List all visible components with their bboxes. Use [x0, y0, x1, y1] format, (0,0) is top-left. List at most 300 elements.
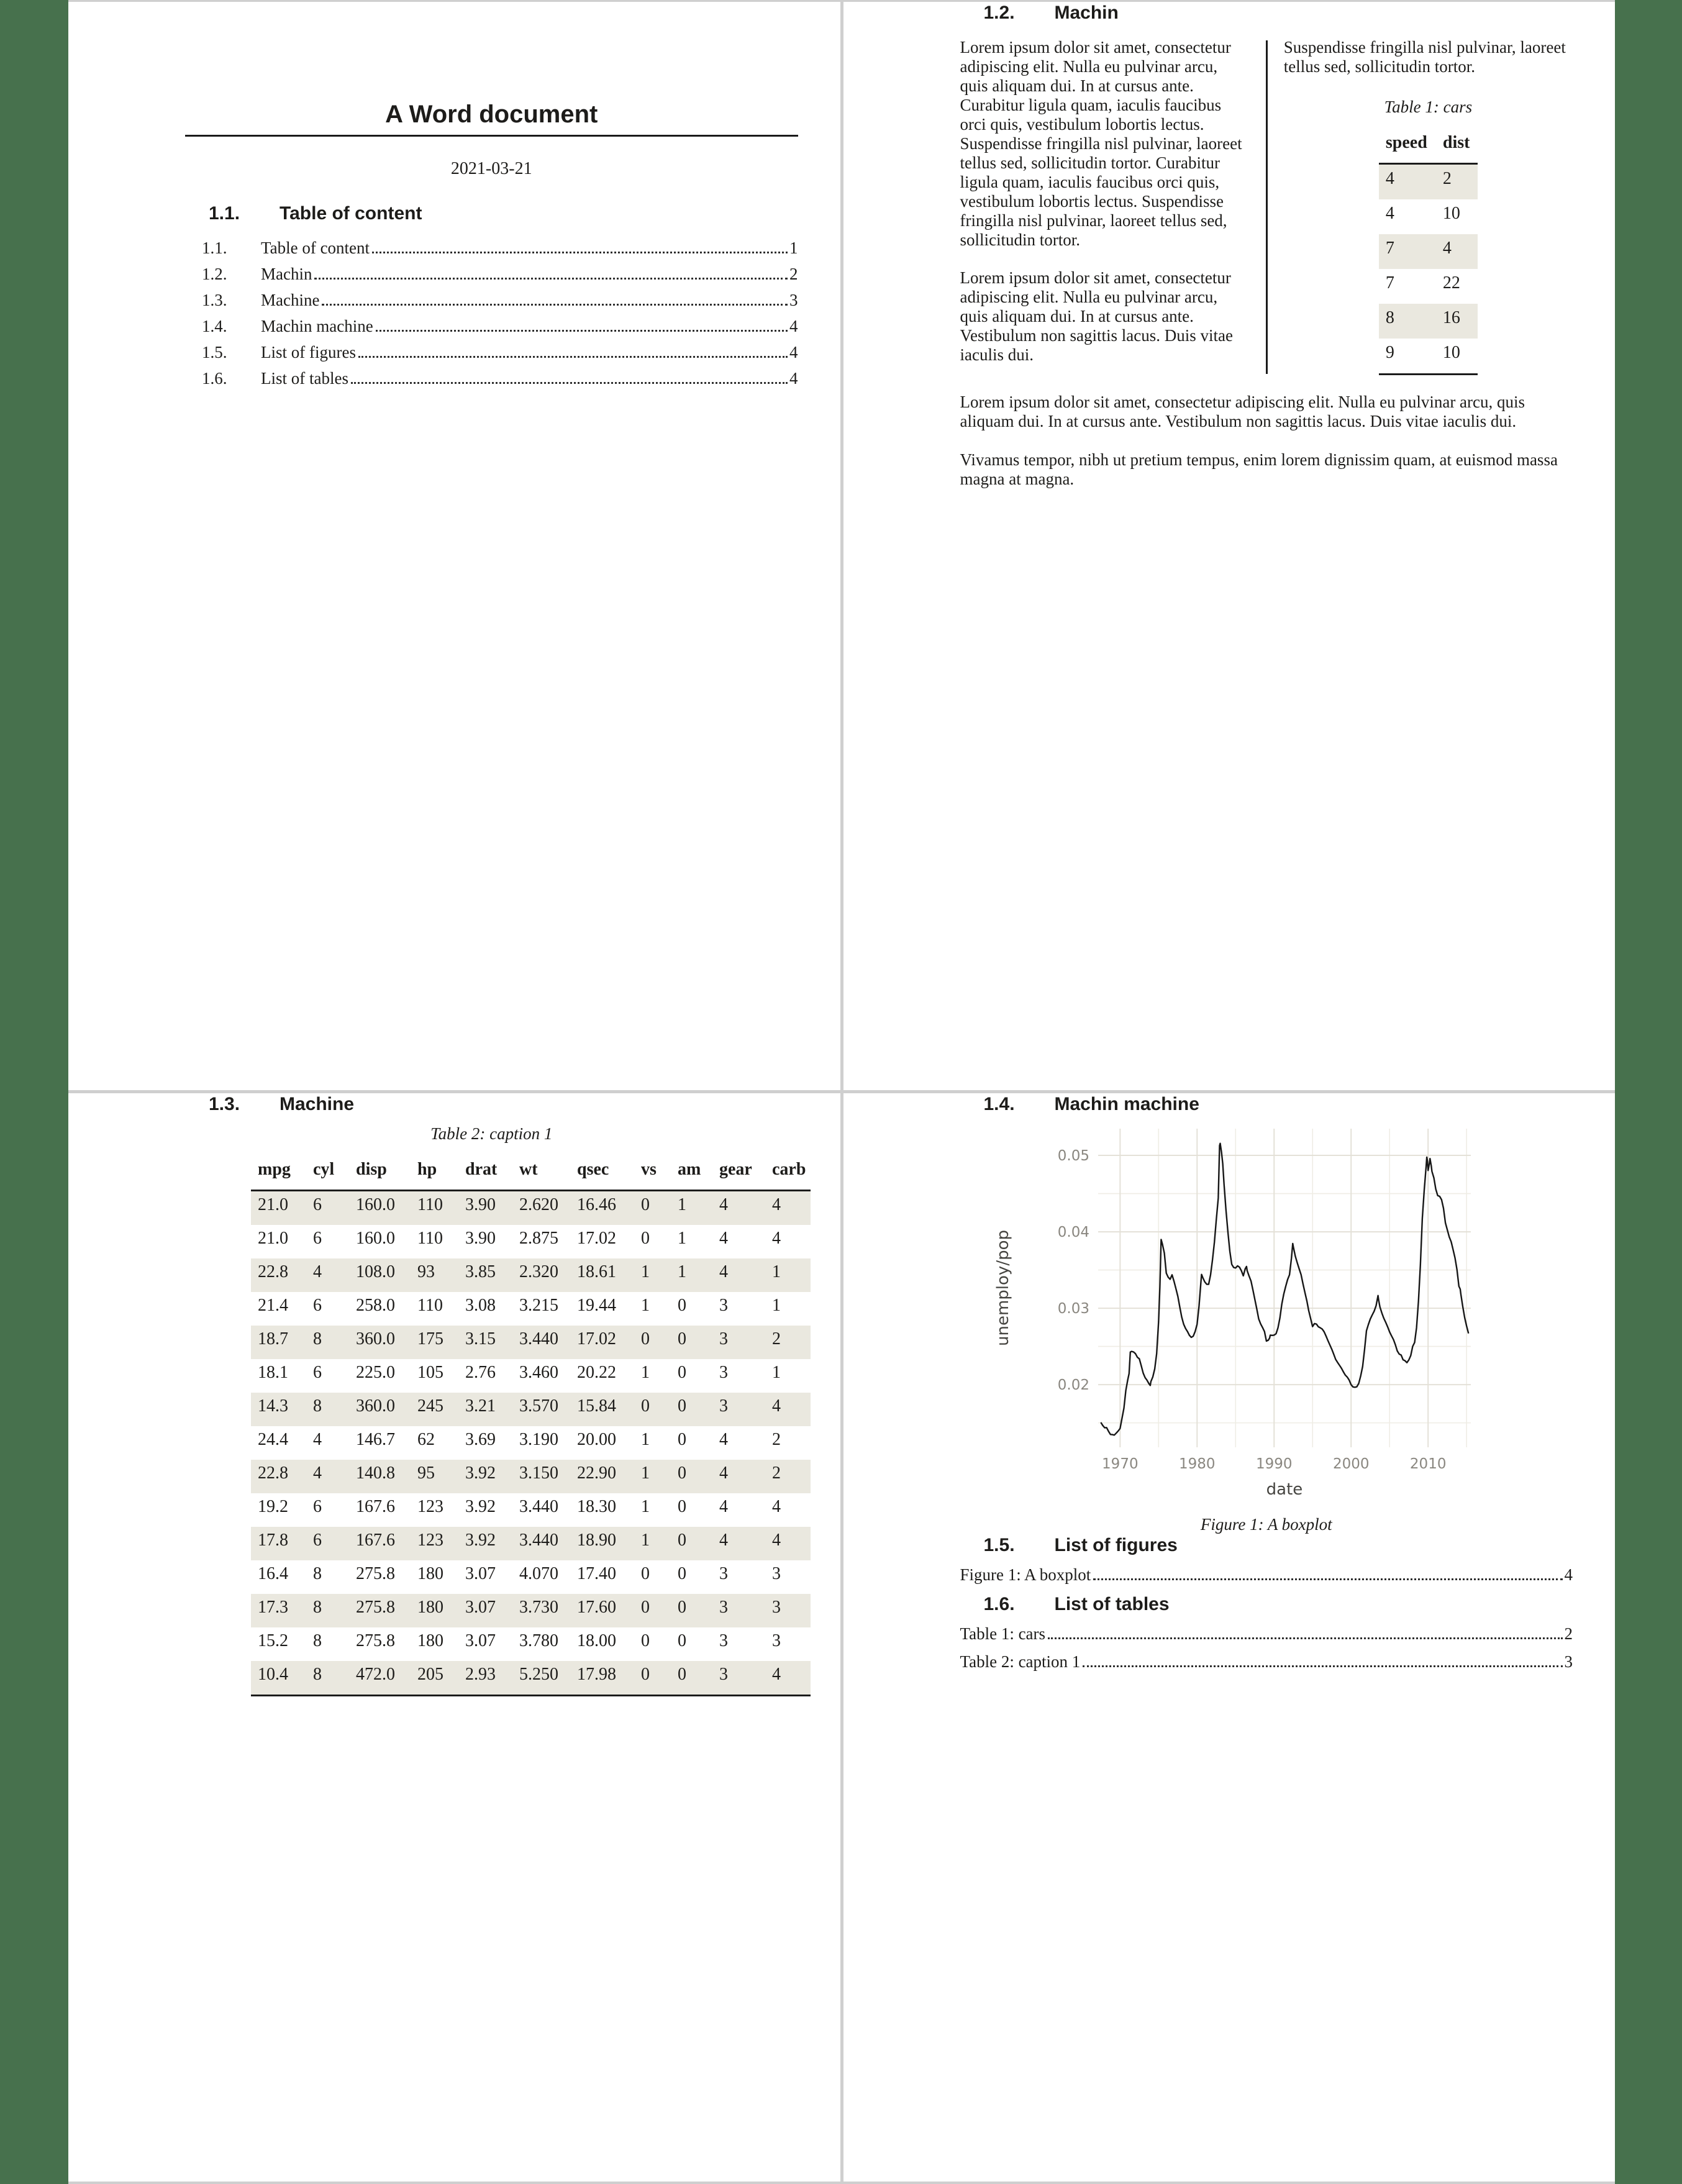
table-cell: 0: [641, 1229, 650, 1248]
toc-entry[interactable]: [185, 291, 798, 309]
column-header: hp: [411, 1156, 458, 1191]
table-cell: 21.0: [258, 1229, 288, 1248]
x-tick-label: 2000: [1332, 1456, 1370, 1472]
dot-leader: [351, 382, 788, 384]
toc-entry-page-number: 2: [1564, 1624, 1573, 1643]
table-cell: 275.8: [356, 1631, 395, 1650]
table-cell: 18.90: [570, 1527, 634, 1560]
y-tick-label: 0.03: [1057, 1301, 1089, 1317]
dot-leader: [372, 252, 788, 253]
table-cell: 7: [1385, 273, 1394, 293]
table-row: [1379, 234, 1478, 269]
toc-entry-label: Figure 1: A boxplot: [960, 1565, 1091, 1584]
heading-text: List of figures: [1054, 1535, 1178, 1555]
table-cell: 3: [765, 1594, 811, 1627]
table-cell: 3: [712, 1326, 765, 1359]
table-cell: 175: [411, 1326, 458, 1359]
table-cell: 3.440: [519, 1497, 558, 1516]
table-cell: 0: [678, 1296, 686, 1315]
column-header: cyl: [306, 1156, 349, 1191]
heading-toc: [185, 202, 798, 225]
table-cell: 4: [765, 1661, 811, 1696]
toc-entry-page-number: 4: [789, 317, 798, 335]
toc-entry-page-number: 4: [1564, 1565, 1573, 1584]
table-cell: 8: [306, 1661, 349, 1696]
pages-grid: [68, 2, 1615, 2182]
column-header: qsec: [570, 1156, 634, 1191]
table-cell: 110: [417, 1296, 443, 1315]
toc-entry[interactable]: [960, 1624, 1573, 1643]
toc-entry-page-number: 2: [789, 265, 798, 283]
table-cell: 1: [641, 1296, 650, 1315]
column-header: dist: [1436, 133, 1478, 164]
table-cell: 21.0: [251, 1191, 306, 1226]
column-header: am: [671, 1156, 712, 1191]
table-cell: 0: [671, 1661, 712, 1696]
column-header: disp: [349, 1156, 411, 1191]
paragraph: Suspendisse fringilla nisl pulvinar, laoreet tellus sed, sollicitudin tortor.: [1283, 38, 1566, 76]
heading-number: 1.3.: [209, 1094, 240, 1114]
table-cell: 6: [313, 1229, 322, 1248]
table-cell: 3: [719, 1363, 728, 1382]
table-cell: 5.250: [512, 1661, 570, 1696]
table-cell: 1: [671, 1258, 712, 1292]
table-cell: 1: [765, 1258, 811, 1292]
column-header: mpg: [251, 1156, 306, 1191]
table-header-row: [1379, 133, 1478, 164]
table-row: [251, 1225, 811, 1258]
table-row: [1379, 339, 1478, 375]
table-cell: 18.00: [577, 1631, 616, 1650]
table-cell: 180: [417, 1564, 443, 1583]
table-cell: 3.15: [458, 1326, 512, 1359]
table-cell: 105: [417, 1363, 443, 1382]
paragraph: Lorem ipsum dolor sit amet, consectetur adipiscing elit. Nulla eu pulvinar arcu, quis aliquam dui. In at cursus ante. Vestibulum non sagittis lacus. Duis vitae iaculis dui.: [960, 393, 1525, 430]
table-cell: 1: [772, 1363, 781, 1382]
heading-list-of-figures: [960, 1534, 1573, 1557]
table-cell: 18.30: [577, 1497, 616, 1516]
table-cell: 24.4: [258, 1430, 288, 1449]
table-cell: 2: [765, 1460, 811, 1493]
table-cell: 225.0: [356, 1363, 395, 1382]
table-cell: 258.0: [356, 1296, 395, 1315]
table-cell: 17.8: [251, 1527, 306, 1560]
table-cell: 19.2: [258, 1497, 288, 1516]
table-cell: 4: [1379, 164, 1436, 200]
table-cell: 3: [712, 1594, 765, 1627]
right-margin-strip: [1615, 0, 1682, 2184]
list-of-figures: [960, 1565, 1573, 1584]
table-cell: 0: [678, 1363, 686, 1382]
table-cell: 1: [678, 1229, 686, 1248]
table-cell: 360.0: [349, 1326, 411, 1359]
toc-entry-label: Machine: [261, 291, 320, 309]
table-cell: 22.8: [251, 1460, 306, 1493]
toc-entry[interactable]: [185, 265, 798, 283]
paragraph: Vivamus tempor, nibh ut pretium tempus, enim lorem dignissim quam, at euismod massa magna at magna.: [960, 450, 1558, 488]
toc-entry-page-number: 3: [1564, 1652, 1573, 1671]
table-caption: Table 1: cars: [1384, 98, 1473, 116]
table-cell: 160.0: [349, 1191, 411, 1226]
table-cell: 3.215: [519, 1296, 558, 1315]
heading-number: 1.2.: [983, 2, 1015, 23]
column-header: wt: [512, 1156, 570, 1191]
toc-entry-label: Machin machine: [261, 317, 373, 335]
table-cell: 4: [765, 1527, 811, 1560]
figure-caption: Figure 1: A boxplot: [1200, 1515, 1332, 1534]
table-cell: 3: [772, 1564, 781, 1583]
heading-machine: [185, 1093, 798, 1116]
table-cell: 1: [641, 1363, 650, 1382]
table-caption: Table 2: caption 1: [430, 1124, 553, 1143]
title-rule: [185, 135, 798, 137]
table-cell: 3.780: [519, 1631, 558, 1650]
table-cell: 17.60: [570, 1594, 634, 1627]
table-cell: 167.6: [349, 1527, 411, 1560]
table-cell: 3.730: [512, 1594, 570, 1627]
table-cell: 180: [417, 1631, 443, 1650]
table-cell: 22.8: [251, 1258, 306, 1292]
table-cell: 0: [634, 1191, 671, 1226]
toc-entry-label: Table of content: [261, 239, 370, 257]
table-cell: 3.92: [465, 1497, 496, 1516]
table-cell: 205: [411, 1661, 458, 1696]
table-cell: 22.90: [570, 1460, 634, 1493]
y-tick-label: 0.02: [1057, 1377, 1089, 1394]
x-tick-label: 2010: [1409, 1456, 1446, 1472]
table-cell: 3.21: [458, 1393, 512, 1426]
table-cell: 62: [417, 1430, 435, 1449]
table-cell: 0: [634, 1661, 671, 1696]
table-cell: 123: [411, 1527, 458, 1560]
table-cell: 4: [712, 1258, 765, 1292]
table-cell: 3.07: [465, 1631, 496, 1650]
table-cell: 16.46: [570, 1191, 634, 1226]
table-row: [251, 1326, 811, 1359]
table-cell: 8: [313, 1631, 322, 1650]
table-cell: 4: [712, 1191, 765, 1226]
table-cell: 0: [678, 1631, 686, 1650]
heading-text: Machin machine: [1054, 1094, 1199, 1114]
y-tick-label: 0.04: [1057, 1224, 1089, 1241]
table-row: [251, 1627, 811, 1661]
toc-entry-page-number: 4: [789, 369, 798, 388]
toc-entry-label: List of tables: [261, 369, 348, 388]
table-cell: 8: [1379, 304, 1436, 339]
table-cell: 0: [671, 1326, 712, 1359]
document-title: A Word document: [385, 101, 598, 128]
table-cell: 10: [1436, 339, 1478, 375]
x-tick-label: 1990: [1255, 1456, 1293, 1472]
table-cell: 3: [719, 1631, 728, 1650]
right-column: [1284, 38, 1573, 375]
table-row: [251, 1460, 811, 1493]
table-cell: 3.570: [512, 1393, 570, 1426]
table-cell: 140.8: [349, 1460, 411, 1493]
table-cell: 1: [634, 1460, 671, 1493]
table-cell: 17.98: [570, 1661, 634, 1696]
toc-entry-page-number: 3: [789, 291, 798, 309]
table-row: [251, 1527, 811, 1560]
dot-leader: [376, 330, 788, 332]
table-cell: 3.460: [519, 1363, 558, 1382]
table-cell: 16: [1436, 304, 1478, 339]
table-cell: 6: [306, 1191, 349, 1226]
table-cell: 3: [719, 1564, 728, 1583]
heading-machin: [960, 2, 1573, 24]
x-axis-title: date: [1266, 1480, 1302, 1499]
table-cell: 17.3: [251, 1594, 306, 1627]
toc-entry-label: List of figures: [261, 343, 356, 362]
left-column: [960, 38, 1249, 375]
heading-text: List of tables: [1054, 1594, 1170, 1614]
below-columns: [960, 393, 1573, 489]
heading-number: 1.5.: [983, 1535, 1015, 1555]
table-row: [251, 1393, 811, 1426]
table-cell: 0: [671, 1527, 712, 1560]
table-cell: 0: [641, 1564, 650, 1583]
table-cell: 4: [306, 1460, 349, 1493]
toc-entry[interactable]: [960, 1565, 1573, 1584]
dot-leader: [322, 304, 788, 306]
column-header: speed: [1379, 133, 1436, 164]
table-cell: 15.2: [258, 1631, 288, 1650]
table-cell: 110: [411, 1191, 458, 1226]
heading-machin-machine: [960, 1093, 1573, 1116]
table-cell: 2: [772, 1430, 781, 1449]
paragraph: Lorem ipsum dolor sit amet, consectetur adipiscing elit. Nulla eu pulvinar arcu, quis aliquam dui. In at cursus ante. Curabitur ligula quam, iaculis faucibus orci quis, vestibulum lobortis lectus. Suspendisse fringilla nisl pulvinar, laoreet tellus sed, sollicitudin tortor. Curabitur ligula quam, iaculis faucibus orci quis, vestibulum lobortis lectus. Suspendisse fringilla nisl pulvinar, laoreet tellus sed, sollicitudin tortor.: [960, 38, 1242, 249]
table-cell: 2: [1436, 164, 1478, 200]
table-cell: 17.40: [577, 1564, 616, 1583]
table-row: [251, 1258, 811, 1292]
column-header: gear: [712, 1156, 765, 1191]
table-cell: 18.61: [570, 1258, 634, 1292]
mtcars-table-block: [185, 1124, 806, 1696]
toc-entry-number: 1.5.: [202, 343, 227, 362]
table-cell: 123: [417, 1497, 443, 1516]
table-cell: 3.90: [465, 1229, 496, 1248]
two-column-section: [960, 38, 1573, 375]
list-of-tables: [960, 1624, 1573, 1671]
table-cell: 20.22: [577, 1363, 616, 1382]
table-cell: 0: [634, 1326, 671, 1359]
table-cell: 0: [641, 1631, 650, 1650]
table-cell: 3: [772, 1631, 781, 1650]
table-cell: 15.84: [570, 1393, 634, 1426]
table-cell: 180: [411, 1594, 458, 1627]
table-row: [1379, 164, 1478, 200]
left-margin-strip: [0, 0, 68, 2184]
table-cell: 6: [313, 1296, 322, 1315]
table-cell: 0: [678, 1430, 686, 1449]
heading-text: Machine: [280, 1094, 355, 1114]
table-cell: 472.0: [349, 1661, 411, 1696]
table-cell: 4: [712, 1527, 765, 1560]
cars-table-block: [1284, 98, 1573, 375]
table-cell: 0: [671, 1393, 712, 1426]
table-cell: 21.4: [258, 1296, 288, 1315]
table-cell: 3.440: [512, 1326, 570, 1359]
table-cell: 10: [1442, 204, 1460, 223]
table-cell: 4: [1385, 204, 1394, 223]
page-2: [843, 2, 1616, 1090]
toc-entry-number: 1.4.: [202, 317, 227, 335]
table-cell: 3.90: [458, 1191, 512, 1226]
table-cell: 2.620: [512, 1191, 570, 1226]
table-cell: 1: [671, 1191, 712, 1226]
table-row: [251, 1560, 811, 1594]
paragraph: Lorem ipsum dolor sit amet, consectetur adipiscing elit. Nulla eu pulvinar arcu, quis aliquam dui. In at cursus ante. Vestibulum non sagittis lacus. Duis vitae iaculis dui.: [960, 268, 1233, 364]
heading-number: 1.4.: [983, 1094, 1015, 1114]
heading-list-of-tables: [960, 1593, 1573, 1616]
table-cell: 108.0: [349, 1258, 411, 1292]
table-cell: 1: [772, 1296, 781, 1315]
table-cell: 3.07: [465, 1564, 496, 1583]
table-row: [251, 1191, 811, 1226]
table-cell: 14.3: [251, 1393, 306, 1426]
table-cell: 3: [712, 1393, 765, 1426]
table-cell: 0: [634, 1393, 671, 1426]
table-cell: 0: [634, 1594, 671, 1627]
table-cell: 110: [417, 1229, 443, 1248]
heading-number: 1.1.: [209, 203, 240, 224]
table-cell: 1: [634, 1527, 671, 1560]
table-cell: 0: [678, 1497, 686, 1516]
toc-entry-page-number: 4: [789, 343, 798, 362]
table-cell: 3.92: [458, 1460, 512, 1493]
toc-entry-number: 1.2.: [202, 265, 227, 283]
mtcars-table: [251, 1156, 811, 1696]
table-cell: 8: [306, 1326, 349, 1359]
line-chart: [983, 1118, 1480, 1503]
table-cell: 7: [1379, 234, 1436, 269]
table-cell: 19.44: [577, 1296, 616, 1315]
toc-entry[interactable]: [960, 1652, 1573, 1671]
toc-entry[interactable]: [185, 239, 798, 257]
table-cell: 3: [719, 1296, 728, 1315]
dot-leader: [1048, 1637, 1562, 1639]
table-row: [251, 1292, 811, 1326]
toc-entry-label: Table 2: caption 1: [960, 1652, 1081, 1671]
page-3: [68, 1093, 840, 2182]
table-cell: 17.02: [570, 1326, 634, 1359]
table-cell: 3.08: [465, 1296, 496, 1315]
table-cell: 3.440: [512, 1527, 570, 1560]
table-cell: 18.1: [258, 1363, 288, 1382]
table-row: [251, 1661, 811, 1696]
table-cell: 1: [641, 1497, 650, 1516]
table-cell: 4: [719, 1497, 728, 1516]
toc-entry-label: Machin: [261, 265, 312, 283]
table-cell: 20.00: [577, 1430, 616, 1449]
table-of-contents: [185, 239, 798, 388]
table-cell: 2.93: [458, 1661, 512, 1696]
table-cell: 3.69: [465, 1430, 496, 1449]
x-tick-label: 1980: [1178, 1456, 1216, 1472]
table-cell: 2: [765, 1326, 811, 1359]
figure-block: [983, 1118, 1573, 1506]
toc-entry[interactable]: [185, 369, 798, 388]
toc-entry-number: 1.6.: [202, 369, 227, 388]
toc-entry-label: Table 1: cars: [960, 1624, 1046, 1643]
table-cell: 2.320: [512, 1258, 570, 1292]
table-cell: 93: [411, 1258, 458, 1292]
table-cell: 4: [313, 1430, 322, 1449]
column-header: vs: [634, 1156, 671, 1191]
heading-number: 1.6.: [983, 1594, 1015, 1614]
page-4: [843, 1093, 1616, 2182]
table-row: [251, 1594, 811, 1627]
table-row: [1379, 199, 1478, 234]
table-cell: 3.150: [512, 1460, 570, 1493]
table-cell: 245: [411, 1393, 458, 1426]
page-1: [68, 2, 840, 1090]
dot-leader: [314, 278, 788, 280]
table-row: [1379, 269, 1478, 304]
table-cell: 6: [306, 1527, 349, 1560]
table-cell: 275.8: [349, 1594, 411, 1627]
table-cell: 6: [313, 1497, 322, 1516]
table-cell: 4: [765, 1191, 811, 1226]
dot-leader: [1083, 1665, 1562, 1667]
toc-entry[interactable]: [185, 317, 798, 335]
table-cell: 0: [678, 1564, 686, 1583]
x-tick-label: 1970: [1101, 1456, 1139, 1472]
table-cell: 4: [765, 1393, 811, 1426]
column-header: carb: [765, 1156, 811, 1191]
table-cell: 4.070: [519, 1564, 558, 1583]
toc-entry-number: 1.3.: [202, 291, 227, 309]
table-cell: 146.7: [356, 1430, 395, 1449]
chart-panel: [1098, 1129, 1471, 1447]
table-cell: 95: [411, 1460, 458, 1493]
column-header: drat: [458, 1156, 512, 1191]
table-cell: 4: [712, 1460, 765, 1493]
table-cell: 3.190: [519, 1430, 558, 1449]
table-cell: 1: [641, 1430, 650, 1449]
table-cell: 6: [313, 1363, 322, 1382]
table-cell: 4: [719, 1430, 728, 1449]
table-cell: 4: [1436, 234, 1478, 269]
table-row: [251, 1359, 811, 1393]
toc-entry-number: 1.1.: [202, 239, 227, 257]
toc-entry[interactable]: [185, 343, 798, 362]
dot-leader: [1093, 1578, 1562, 1580]
table-row: [1379, 304, 1478, 339]
table-cell: 3.92: [458, 1527, 512, 1560]
table-cell: 0: [671, 1460, 712, 1493]
heading-text: Machin: [1054, 2, 1119, 23]
table-cell: 4: [772, 1229, 781, 1248]
document-date: 2021-03-21: [450, 159, 532, 178]
table-cell: 10.4: [251, 1661, 306, 1696]
table-row: [251, 1426, 811, 1460]
table-cell: 18.7: [251, 1326, 306, 1359]
table-cell: 2.875: [519, 1229, 558, 1248]
table-cell: 1: [634, 1258, 671, 1292]
table-cell: 2.76: [465, 1363, 496, 1382]
table-cell: 4: [306, 1258, 349, 1292]
table-header-row: [251, 1156, 811, 1191]
dot-leader: [358, 356, 788, 358]
y-tick-label: 0.05: [1057, 1148, 1089, 1165]
table-cell: 4: [772, 1497, 781, 1516]
table-cell: 22: [1442, 273, 1460, 293]
table-cell: 9: [1379, 339, 1436, 375]
table-cell: 8: [306, 1393, 349, 1426]
table-cell: 3.85: [458, 1258, 512, 1292]
table-cell: 160.0: [356, 1229, 395, 1248]
